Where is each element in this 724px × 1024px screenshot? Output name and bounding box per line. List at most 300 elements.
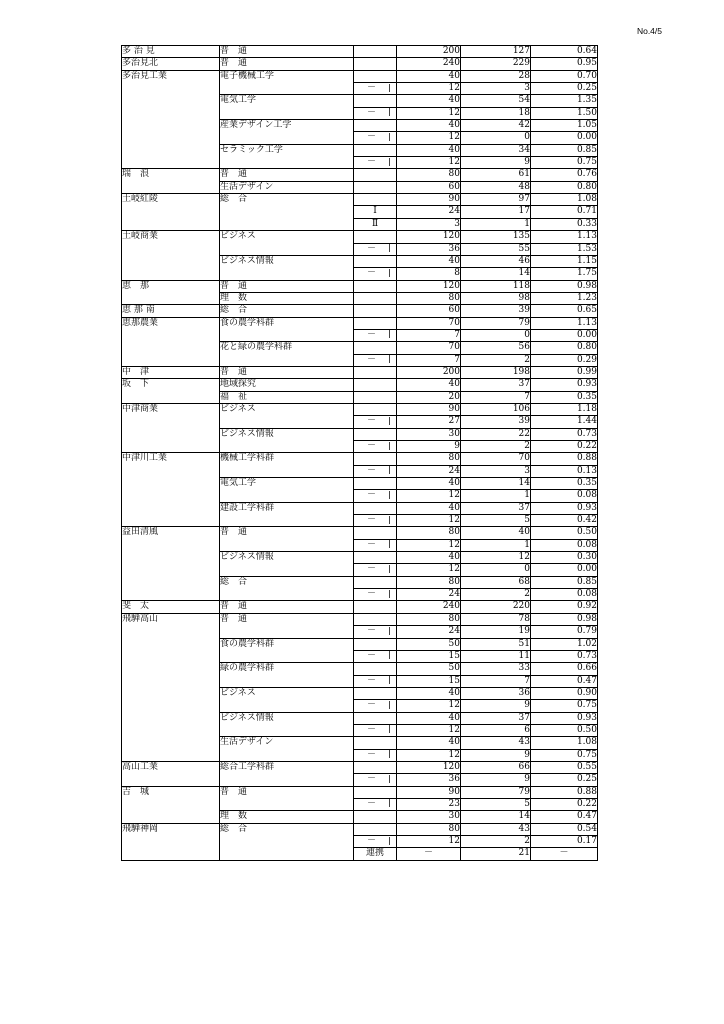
ratio-cell: 0.71 bbox=[531, 206, 598, 218]
capacity-cell: 80 bbox=[397, 527, 461, 539]
school-name-cell bbox=[122, 552, 220, 564]
course-cell: 普 通 bbox=[220, 46, 354, 58]
course-cell: 普 通 bbox=[220, 786, 354, 798]
table-row bbox=[122, 428, 598, 440]
sub-type-label: 連携 bbox=[365, 848, 384, 859]
table-row bbox=[122, 700, 598, 712]
school-name-cell bbox=[122, 416, 220, 428]
course-cell bbox=[220, 354, 354, 366]
table-row bbox=[122, 724, 598, 736]
table-row bbox=[122, 601, 598, 613]
applicants-cell: 3 bbox=[461, 83, 531, 95]
capacity-cell: 50 bbox=[397, 663, 461, 675]
sub-type-cell bbox=[354, 700, 397, 712]
table-row bbox=[122, 317, 598, 329]
sub-type-cell bbox=[354, 243, 397, 255]
ratio-cell: 0.90 bbox=[531, 687, 598, 699]
sub-type-cell bbox=[354, 478, 397, 490]
applicants-cell: 17 bbox=[461, 206, 531, 218]
capacity-cell: 40 bbox=[397, 737, 461, 749]
school-name-cell bbox=[122, 268, 220, 280]
table-row bbox=[122, 354, 598, 366]
table-row bbox=[122, 613, 598, 625]
sub-type-cell bbox=[354, 712, 397, 724]
applicants-cell: 2 bbox=[461, 441, 531, 453]
applicants-cell: 5 bbox=[461, 798, 531, 810]
applicants-cell: 21 bbox=[461, 848, 531, 860]
applicants-cell: 14 bbox=[461, 478, 531, 490]
ratio-cell: 0.54 bbox=[531, 823, 598, 835]
applicants-cell: 2 bbox=[461, 354, 531, 366]
course-cell bbox=[220, 626, 354, 638]
course-cell: 総 合 bbox=[220, 576, 354, 588]
divider-tick bbox=[389, 417, 390, 425]
capacity-cell: 24 bbox=[397, 589, 461, 601]
capacity-cell: 70 bbox=[397, 342, 461, 354]
table-row bbox=[122, 243, 598, 255]
table-row bbox=[122, 46, 598, 58]
course-cell bbox=[220, 268, 354, 280]
ratio-cell: 1.15 bbox=[531, 255, 598, 267]
course-cell: ビジネス情報 bbox=[220, 552, 354, 564]
sub-type-cell bbox=[354, 206, 397, 218]
school-name-cell: 多治見工業 bbox=[122, 70, 220, 82]
table-row bbox=[122, 453, 598, 465]
ratio-cell: 0.80 bbox=[531, 342, 598, 354]
ratio-cell: 1.44 bbox=[531, 416, 598, 428]
sub-type-label: － bbox=[366, 675, 376, 686]
table-row bbox=[122, 120, 598, 132]
school-name-cell bbox=[122, 206, 220, 218]
capacity-cell: 24 bbox=[397, 626, 461, 638]
ratio-cell: 0.08 bbox=[531, 490, 598, 502]
applicants-cell: 2 bbox=[461, 589, 531, 601]
applicants-cell: 0 bbox=[461, 329, 531, 341]
course-cell bbox=[220, 539, 354, 551]
course-cell: 生活デザイン bbox=[220, 737, 354, 749]
applicants-cell: 135 bbox=[461, 231, 531, 243]
course-cell bbox=[220, 564, 354, 576]
divider-tick bbox=[389, 750, 390, 758]
sub-type-cell bbox=[354, 83, 397, 95]
applicants-cell: 127 bbox=[461, 46, 531, 58]
capacity-cell: 12 bbox=[397, 564, 461, 576]
ratio-cell: 0.25 bbox=[531, 774, 598, 786]
sub-type-label: － bbox=[366, 798, 376, 809]
sub-type-cell bbox=[354, 428, 397, 440]
ratio-cell: 0.55 bbox=[531, 761, 598, 773]
course-cell bbox=[220, 465, 354, 477]
table-row bbox=[122, 687, 598, 699]
course-cell: 電気工学 bbox=[220, 478, 354, 490]
table-row bbox=[122, 95, 598, 107]
applicants-cell: 68 bbox=[461, 576, 531, 588]
divider-tick bbox=[389, 133, 390, 141]
capacity-cell: 200 bbox=[397, 46, 461, 58]
capacity-cell: 40 bbox=[397, 478, 461, 490]
school-name-cell bbox=[122, 502, 220, 514]
school-name-cell bbox=[122, 342, 220, 354]
course-cell: 普 通 bbox=[220, 366, 354, 378]
applicants-cell: 79 bbox=[461, 317, 531, 329]
applicants-cell: 70 bbox=[461, 453, 531, 465]
school-name-cell bbox=[122, 638, 220, 650]
capacity-cell: 90 bbox=[397, 403, 461, 415]
table-row bbox=[122, 441, 598, 453]
school-name-cell bbox=[122, 675, 220, 687]
ratio-cell: 0.85 bbox=[531, 576, 598, 588]
applicants-cell: 14 bbox=[461, 811, 531, 823]
school-name-cell bbox=[122, 144, 220, 156]
course-cell bbox=[220, 774, 354, 786]
capacity-cell: 12 bbox=[397, 157, 461, 169]
divider-tick bbox=[389, 491, 390, 499]
ratio-cell: 0.50 bbox=[531, 527, 598, 539]
table-row bbox=[122, 379, 598, 391]
sub-type-cell bbox=[354, 490, 397, 502]
school-name-cell bbox=[122, 391, 220, 403]
school-name-cell bbox=[122, 663, 220, 675]
sub-type-label: － bbox=[366, 243, 376, 254]
table-row bbox=[122, 416, 598, 428]
table-row bbox=[122, 502, 598, 514]
capacity-cell: 12 bbox=[397, 539, 461, 551]
school-name-cell: 吉 城 bbox=[122, 786, 220, 798]
sub-type-cell bbox=[354, 650, 397, 662]
table-row bbox=[122, 157, 598, 169]
sub-type-cell bbox=[354, 441, 397, 453]
applicants-cell: 55 bbox=[461, 243, 531, 255]
applicants-cell: 51 bbox=[461, 638, 531, 650]
applicants-cell: 42 bbox=[461, 120, 531, 132]
sub-type-cell bbox=[354, 774, 397, 786]
sub-type-cell bbox=[354, 811, 397, 823]
capacity-cell: 8 bbox=[397, 268, 461, 280]
applicants-cell: 2 bbox=[461, 836, 531, 848]
table-row bbox=[122, 194, 598, 206]
course-cell bbox=[220, 441, 354, 453]
sub-type-cell bbox=[354, 329, 397, 341]
ratio-cell: 0.50 bbox=[531, 724, 598, 736]
capacity-cell: 80 bbox=[397, 823, 461, 835]
sub-type-cell bbox=[354, 342, 397, 354]
course-cell: 総 合 bbox=[220, 305, 354, 317]
sub-type-cell bbox=[354, 515, 397, 527]
capacity-cell: 40 bbox=[397, 379, 461, 391]
applicants-cell: 1 bbox=[461, 539, 531, 551]
course-cell bbox=[220, 836, 354, 848]
sub-type-label: － bbox=[366, 700, 376, 711]
divider-tick bbox=[389, 355, 390, 363]
course-cell: 理 数 bbox=[220, 292, 354, 304]
ratio-cell: 0.22 bbox=[531, 441, 598, 453]
applicants-cell: 43 bbox=[461, 823, 531, 835]
table-row bbox=[122, 712, 598, 724]
sub-type-cell bbox=[354, 354, 397, 366]
school-name-cell bbox=[122, 687, 220, 699]
sub-type-cell bbox=[354, 737, 397, 749]
table-row bbox=[122, 576, 598, 588]
sub-type-label: － bbox=[366, 564, 376, 575]
school-name-cell bbox=[122, 848, 220, 860]
capacity-cell: 90 bbox=[397, 194, 461, 206]
ratio-cell: 0.25 bbox=[531, 83, 598, 95]
school-name-cell bbox=[122, 120, 220, 132]
table-row bbox=[122, 391, 598, 403]
sub-type-label: － bbox=[366, 490, 376, 501]
school-name-cell bbox=[122, 157, 220, 169]
table-row bbox=[122, 132, 598, 144]
capacity-cell: 40 bbox=[397, 120, 461, 132]
applicants-cell: 33 bbox=[461, 663, 531, 675]
applicants-cell: 12 bbox=[461, 552, 531, 564]
sub-type-cell bbox=[354, 58, 397, 70]
course-cell: ビジネス bbox=[220, 403, 354, 415]
table-row bbox=[122, 749, 598, 761]
applicants-cell: 22 bbox=[461, 428, 531, 440]
table-row bbox=[122, 490, 598, 502]
school-name-cell: 坂 下 bbox=[122, 379, 220, 391]
applicants-cell: 9 bbox=[461, 774, 531, 786]
sub-type-label: － bbox=[366, 626, 376, 637]
school-name-cell bbox=[122, 650, 220, 662]
applicants-cell: 106 bbox=[461, 403, 531, 415]
sub-type-cell bbox=[354, 231, 397, 243]
ratio-cell: 0.76 bbox=[531, 169, 598, 181]
school-name-cell: 土岐紅陵 bbox=[122, 194, 220, 206]
divider-tick bbox=[389, 466, 390, 474]
school-name-cell bbox=[122, 243, 220, 255]
course-cell: 普 通 bbox=[220, 613, 354, 625]
course-cell: ビジネス bbox=[220, 231, 354, 243]
sub-type-cell bbox=[354, 379, 397, 391]
course-cell: 建設工学科群 bbox=[220, 502, 354, 514]
table-row bbox=[122, 478, 598, 490]
table-row bbox=[122, 107, 598, 119]
course-cell bbox=[220, 416, 354, 428]
school-name-cell: 高山工業 bbox=[122, 761, 220, 773]
ratio-cell: 1.02 bbox=[531, 638, 598, 650]
sub-type-label: － bbox=[366, 157, 376, 168]
sub-type-cell bbox=[354, 589, 397, 601]
ratio-cell: 1.13 bbox=[531, 317, 598, 329]
applicants-cell: 56 bbox=[461, 342, 531, 354]
table-row bbox=[122, 626, 598, 638]
applicants-cell: 9 bbox=[461, 700, 531, 712]
divider-tick bbox=[389, 837, 390, 845]
course-cell: ビジネス情報 bbox=[220, 255, 354, 267]
capacity-cell: 3 bbox=[397, 218, 461, 230]
capacity-cell: 30 bbox=[397, 811, 461, 823]
course-cell: 普 通 bbox=[220, 169, 354, 181]
capacity-cell: 15 bbox=[397, 675, 461, 687]
sub-type-cell bbox=[354, 786, 397, 798]
sub-type-cell bbox=[354, 292, 397, 304]
table-row bbox=[122, 552, 598, 564]
applicants-cell: 9 bbox=[461, 749, 531, 761]
school-name-cell bbox=[122, 83, 220, 95]
sub-type-label: － bbox=[366, 515, 376, 526]
ratio-cell: 1.50 bbox=[531, 107, 598, 119]
school-name-cell bbox=[122, 478, 220, 490]
divider-tick bbox=[389, 158, 390, 166]
ratio-cell: 0.64 bbox=[531, 46, 598, 58]
sub-type-label: － bbox=[366, 416, 376, 427]
sub-type-label: － bbox=[366, 268, 376, 279]
capacity-cell: 12 bbox=[397, 724, 461, 736]
ratio-cell: 1.23 bbox=[531, 292, 598, 304]
school-name-cell bbox=[122, 539, 220, 551]
ratio-cell: 1.75 bbox=[531, 268, 598, 280]
course-cell bbox=[220, 650, 354, 662]
school-name-cell bbox=[122, 749, 220, 761]
school-name-cell bbox=[122, 811, 220, 823]
sub-type-label: － bbox=[366, 539, 376, 550]
capacity-cell: 90 bbox=[397, 786, 461, 798]
applicants-cell: 220 bbox=[461, 601, 531, 613]
capacity-cell: 50 bbox=[397, 638, 461, 650]
course-cell bbox=[220, 206, 354, 218]
course-cell: ビジネス bbox=[220, 687, 354, 699]
table-row bbox=[122, 811, 598, 823]
sub-type-cell bbox=[354, 761, 397, 773]
sub-type-cell bbox=[354, 638, 397, 650]
capacity-cell: 240 bbox=[397, 601, 461, 613]
sub-type-cell bbox=[354, 403, 397, 415]
applicants-cell: 1 bbox=[461, 218, 531, 230]
course-cell bbox=[220, 157, 354, 169]
sub-type-cell bbox=[354, 576, 397, 588]
capacity-cell: 36 bbox=[397, 243, 461, 255]
ratio-cell: 0.93 bbox=[531, 379, 598, 391]
sub-type-cell bbox=[354, 268, 397, 280]
course-cell: 食の農学科群 bbox=[220, 638, 354, 650]
applicants-cell: 0 bbox=[461, 564, 531, 576]
applicants-cell: 37 bbox=[461, 502, 531, 514]
capacity-cell: 120 bbox=[397, 231, 461, 243]
capacity-cell: 36 bbox=[397, 774, 461, 786]
divider-tick bbox=[389, 108, 390, 116]
sub-type-cell bbox=[354, 848, 397, 860]
table-row bbox=[122, 366, 598, 378]
ratio-cell: 0.92 bbox=[531, 601, 598, 613]
course-cell bbox=[220, 243, 354, 255]
ratio-cell: 0.93 bbox=[531, 712, 598, 724]
course-cell: 総合工学科群 bbox=[220, 761, 354, 773]
course-cell: 地域探究 bbox=[220, 379, 354, 391]
school-name-cell bbox=[122, 515, 220, 527]
course-cell bbox=[220, 490, 354, 502]
sub-type-cell bbox=[354, 169, 397, 181]
sub-type-cell bbox=[354, 194, 397, 206]
applicants-cell: 97 bbox=[461, 194, 531, 206]
capacity-cell: 40 bbox=[397, 687, 461, 699]
school-name-cell: 斐 太 bbox=[122, 601, 220, 613]
sub-type-cell bbox=[354, 305, 397, 317]
course-cell: 産業デザイン工学 bbox=[220, 120, 354, 132]
school-name-cell: 多治見北 bbox=[122, 58, 220, 70]
applicants-cell: 40 bbox=[461, 527, 531, 539]
school-name-cell bbox=[122, 724, 220, 736]
ratio-cell: 0.00 bbox=[531, 132, 598, 144]
school-name-cell bbox=[122, 107, 220, 119]
school-name-cell bbox=[122, 490, 220, 502]
table-row bbox=[122, 329, 598, 341]
applicants-cell: 37 bbox=[461, 379, 531, 391]
capacity-cell: 7 bbox=[397, 354, 461, 366]
ratio-cell: 0.85 bbox=[531, 144, 598, 156]
table-row bbox=[122, 218, 598, 230]
table-row bbox=[122, 737, 598, 749]
table-row bbox=[122, 774, 598, 786]
ratio-cell: 1.08 bbox=[531, 737, 598, 749]
capacity-cell: 40 bbox=[397, 95, 461, 107]
admission-ratio-table bbox=[121, 45, 598, 861]
ratio-cell: 1.35 bbox=[531, 95, 598, 107]
school-name-cell bbox=[122, 700, 220, 712]
sub-type-cell bbox=[354, 95, 397, 107]
sub-type-cell bbox=[354, 107, 397, 119]
applicants-cell: 36 bbox=[461, 687, 531, 699]
applicants-cell: 48 bbox=[461, 181, 531, 193]
course-cell: ビジネス情報 bbox=[220, 428, 354, 440]
applicants-cell: 28 bbox=[461, 70, 531, 82]
capacity-cell: 12 bbox=[397, 107, 461, 119]
applicants-cell: 19 bbox=[461, 626, 531, 638]
ratio-cell: 0.00 bbox=[531, 329, 598, 341]
sub-type-label: － bbox=[366, 650, 376, 661]
course-cell bbox=[220, 675, 354, 687]
sub-type-cell bbox=[354, 317, 397, 329]
ratio-cell: 1.13 bbox=[531, 231, 598, 243]
table-row bbox=[122, 206, 598, 218]
sub-type-cell bbox=[354, 366, 397, 378]
table-row bbox=[122, 268, 598, 280]
school-name-cell bbox=[122, 589, 220, 601]
capacity-cell: 12 bbox=[397, 749, 461, 761]
sub-type-cell bbox=[354, 663, 397, 675]
school-name-cell: 益田清風 bbox=[122, 527, 220, 539]
ratio-cell: 0.66 bbox=[531, 663, 598, 675]
sub-type-cell bbox=[354, 613, 397, 625]
table-row bbox=[122, 465, 598, 477]
applicants-cell: 6 bbox=[461, 724, 531, 736]
sub-type-cell bbox=[354, 157, 397, 169]
sub-type-cell bbox=[354, 70, 397, 82]
divider-tick bbox=[389, 540, 390, 548]
sub-type-cell bbox=[354, 132, 397, 144]
school-name-cell bbox=[122, 576, 220, 588]
capacity-cell: 240 bbox=[397, 58, 461, 70]
sub-type-cell bbox=[354, 687, 397, 699]
sub-type-cell bbox=[354, 255, 397, 267]
school-name-cell: 多 治 見 bbox=[122, 46, 220, 58]
course-cell bbox=[220, 83, 354, 95]
table-row bbox=[122, 231, 598, 243]
sub-type-label: － bbox=[366, 329, 376, 340]
ratio-cell: 0.98 bbox=[531, 613, 598, 625]
school-name-cell: 恵 那 bbox=[122, 280, 220, 292]
capacity-cell: 12 bbox=[397, 490, 461, 502]
applicants-cell: 229 bbox=[461, 58, 531, 70]
sub-type-cell bbox=[354, 416, 397, 428]
sub-type-cell bbox=[354, 465, 397, 477]
ratio-cell: 1.18 bbox=[531, 403, 598, 415]
ratio-cell: 0.88 bbox=[531, 786, 598, 798]
capacity-cell: 80 bbox=[397, 292, 461, 304]
capacity-cell: 15 bbox=[397, 650, 461, 662]
school-name-cell bbox=[122, 428, 220, 440]
